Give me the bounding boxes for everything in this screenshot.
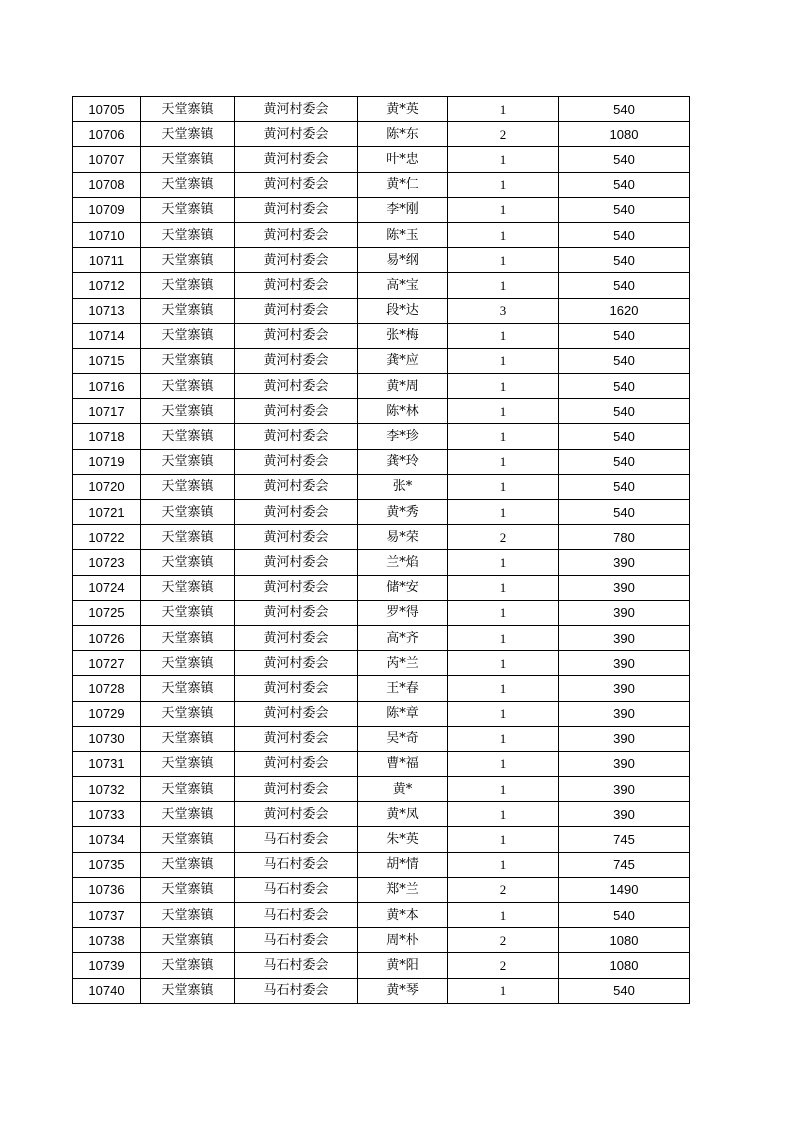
cell-count: 1 <box>448 273 559 298</box>
table-row <box>73 298 690 323</box>
cell-id: 10723 <box>73 550 141 575</box>
cell-village: 黄河村委会 <box>235 525 358 550</box>
cell-village: 黄河村委会 <box>235 122 358 147</box>
table-row <box>73 222 690 247</box>
cell-amount: 390 <box>559 625 690 650</box>
cell-count: 1 <box>448 374 559 399</box>
cell-town: 天堂寨镇 <box>141 122 235 147</box>
cell-village: 马石村委会 <box>235 827 358 852</box>
cell-id: 10714 <box>73 323 141 348</box>
cell-amount: 540 <box>559 978 690 1003</box>
cell-village: 黄河村委会 <box>235 751 358 776</box>
cell-count: 1 <box>448 323 559 348</box>
cell-village: 马石村委会 <box>235 852 358 877</box>
cell-count: 1 <box>448 97 559 122</box>
cell-town: 天堂寨镇 <box>141 777 235 802</box>
table-row <box>73 852 690 877</box>
cell-town: 天堂寨镇 <box>141 751 235 776</box>
cell-id: 10737 <box>73 903 141 928</box>
cell-town: 天堂寨镇 <box>141 172 235 197</box>
cell-town: 天堂寨镇 <box>141 449 235 474</box>
cell-count: 1 <box>448 424 559 449</box>
cell-name: 储*安 <box>358 575 448 600</box>
cell-id: 10724 <box>73 575 141 600</box>
cell-amount: 540 <box>559 147 690 172</box>
cell-town: 天堂寨镇 <box>141 978 235 1003</box>
cell-town: 天堂寨镇 <box>141 852 235 877</box>
cell-id: 10728 <box>73 676 141 701</box>
cell-village: 黄河村委会 <box>235 777 358 802</box>
cell-amount: 540 <box>559 399 690 424</box>
cell-amount: 390 <box>559 701 690 726</box>
table-row <box>73 903 690 928</box>
cell-name: 段*达 <box>358 298 448 323</box>
cell-town: 天堂寨镇 <box>141 550 235 575</box>
cell-village: 黄河村委会 <box>235 248 358 273</box>
cell-count: 1 <box>448 348 559 373</box>
table-row <box>73 928 690 953</box>
table-row <box>73 97 690 122</box>
cell-amount: 390 <box>559 651 690 676</box>
cell-town: 天堂寨镇 <box>141 525 235 550</box>
cell-amount: 390 <box>559 550 690 575</box>
table-row <box>73 575 690 600</box>
cell-name: 易*荣 <box>358 525 448 550</box>
cell-village: 马石村委会 <box>235 953 358 978</box>
cell-name: 黄*本 <box>358 903 448 928</box>
cell-village: 黄河村委会 <box>235 97 358 122</box>
cell-town: 天堂寨镇 <box>141 147 235 172</box>
cell-amount: 390 <box>559 751 690 776</box>
cell-village: 黄河村委会 <box>235 298 358 323</box>
cell-village: 黄河村委会 <box>235 550 358 575</box>
cell-id: 10718 <box>73 424 141 449</box>
cell-name: 王*春 <box>358 676 448 701</box>
cell-village: 黄河村委会 <box>235 474 358 499</box>
cell-count: 2 <box>448 953 559 978</box>
cell-town: 天堂寨镇 <box>141 625 235 650</box>
cell-name: 叶*忠 <box>358 147 448 172</box>
cell-name: 李*刚 <box>358 197 448 222</box>
cell-village: 黄河村委会 <box>235 600 358 625</box>
cell-town: 天堂寨镇 <box>141 298 235 323</box>
table-row <box>73 651 690 676</box>
cell-amount: 540 <box>559 273 690 298</box>
cell-village: 马石村委会 <box>235 928 358 953</box>
cell-amount: 390 <box>559 676 690 701</box>
cell-amount: 1620 <box>559 298 690 323</box>
cell-amount: 540 <box>559 500 690 525</box>
cell-count: 1 <box>448 222 559 247</box>
cell-id: 10738 <box>73 928 141 953</box>
table-row <box>73 248 690 273</box>
cell-count: 1 <box>448 751 559 776</box>
cell-count: 1 <box>448 701 559 726</box>
cell-amount: 540 <box>559 424 690 449</box>
cell-town: 天堂寨镇 <box>141 726 235 751</box>
cell-town: 天堂寨镇 <box>141 802 235 827</box>
table-row <box>73 777 690 802</box>
cell-name: 兰*焰 <box>358 550 448 575</box>
cell-amount: 540 <box>559 172 690 197</box>
cell-id: 10719 <box>73 449 141 474</box>
cell-name: 吴*奇 <box>358 726 448 751</box>
cell-id: 10732 <box>73 777 141 802</box>
cell-count: 1 <box>448 449 559 474</box>
cell-amount: 1080 <box>559 928 690 953</box>
cell-town: 天堂寨镇 <box>141 701 235 726</box>
cell-amount: 540 <box>559 449 690 474</box>
table-row <box>73 953 690 978</box>
cell-amount: 390 <box>559 726 690 751</box>
cell-amount: 540 <box>559 903 690 928</box>
cell-id: 10707 <box>73 147 141 172</box>
cell-id: 10715 <box>73 348 141 373</box>
cell-id: 10726 <box>73 625 141 650</box>
cell-village: 黄河村委会 <box>235 399 358 424</box>
cell-town: 天堂寨镇 <box>141 500 235 525</box>
cell-id: 10735 <box>73 852 141 877</box>
cell-amount: 745 <box>559 852 690 877</box>
table-row <box>73 802 690 827</box>
cell-count: 1 <box>448 474 559 499</box>
cell-village: 马石村委会 <box>235 877 358 902</box>
cell-count: 1 <box>448 726 559 751</box>
cell-name: 陈*东 <box>358 122 448 147</box>
cell-id: 10730 <box>73 726 141 751</box>
cell-village: 黄河村委会 <box>235 172 358 197</box>
cell-amount: 390 <box>559 600 690 625</box>
cell-count: 1 <box>448 600 559 625</box>
table-row <box>73 676 690 701</box>
cell-town: 天堂寨镇 <box>141 928 235 953</box>
cell-village: 黄河村委会 <box>235 374 358 399</box>
cell-count: 1 <box>448 625 559 650</box>
cell-name: 黄*英 <box>358 97 448 122</box>
cell-count: 2 <box>448 525 559 550</box>
cell-village: 黄河村委会 <box>235 147 358 172</box>
cell-amount: 390 <box>559 777 690 802</box>
cell-count: 1 <box>448 197 559 222</box>
cell-id: 10727 <box>73 651 141 676</box>
cell-count: 1 <box>448 248 559 273</box>
cell-town: 天堂寨镇 <box>141 399 235 424</box>
cell-id: 10713 <box>73 298 141 323</box>
cell-name: 朱*英 <box>358 827 448 852</box>
table-row <box>73 827 690 852</box>
cell-name: 龚*玲 <box>358 449 448 474</box>
cell-village: 黄河村委会 <box>235 424 358 449</box>
cell-count: 1 <box>448 172 559 197</box>
cell-name: 陈*章 <box>358 701 448 726</box>
table-row <box>73 323 690 348</box>
cell-id: 10739 <box>73 953 141 978</box>
cell-town: 天堂寨镇 <box>141 424 235 449</box>
cell-name: 黄* <box>358 777 448 802</box>
cell-amount: 745 <box>559 827 690 852</box>
cell-id: 10722 <box>73 525 141 550</box>
cell-id: 10709 <box>73 197 141 222</box>
cell-town: 天堂寨镇 <box>141 903 235 928</box>
cell-id: 10711 <box>73 248 141 273</box>
cell-count: 1 <box>448 575 559 600</box>
cell-town: 天堂寨镇 <box>141 877 235 902</box>
cell-id: 10708 <box>73 172 141 197</box>
table-row <box>73 374 690 399</box>
cell-count: 2 <box>448 877 559 902</box>
cell-id: 10717 <box>73 399 141 424</box>
cell-village: 黄河村委会 <box>235 575 358 600</box>
cell-name: 张* <box>358 474 448 499</box>
cell-name: 胡*情 <box>358 852 448 877</box>
cell-amount: 540 <box>559 97 690 122</box>
cell-amount: 540 <box>559 197 690 222</box>
cell-village: 黄河村委会 <box>235 449 358 474</box>
cell-amount: 1490 <box>559 877 690 902</box>
cell-count: 1 <box>448 399 559 424</box>
table-row <box>73 525 690 550</box>
cell-amount: 1080 <box>559 953 690 978</box>
cell-id: 10712 <box>73 273 141 298</box>
cell-village: 马石村委会 <box>235 903 358 928</box>
cell-count: 1 <box>448 903 559 928</box>
cell-village: 黄河村委会 <box>235 273 358 298</box>
cell-id: 10736 <box>73 877 141 902</box>
table-row <box>73 877 690 902</box>
cell-town: 天堂寨镇 <box>141 651 235 676</box>
table-row <box>73 474 690 499</box>
table-row <box>73 348 690 373</box>
table-row <box>73 625 690 650</box>
cell-town: 天堂寨镇 <box>141 248 235 273</box>
cell-amount: 540 <box>559 374 690 399</box>
table-row <box>73 449 690 474</box>
cell-town: 天堂寨镇 <box>141 97 235 122</box>
cell-count: 1 <box>448 777 559 802</box>
cell-town: 天堂寨镇 <box>141 197 235 222</box>
cell-town: 天堂寨镇 <box>141 374 235 399</box>
cell-town: 天堂寨镇 <box>141 474 235 499</box>
cell-amount: 540 <box>559 323 690 348</box>
cell-village: 黄河村委会 <box>235 676 358 701</box>
cell-count: 3 <box>448 298 559 323</box>
cell-name: 黄*秀 <box>358 500 448 525</box>
cell-amount: 540 <box>559 348 690 373</box>
cell-count: 1 <box>448 802 559 827</box>
cell-name: 李*珍 <box>358 424 448 449</box>
table-row <box>73 550 690 575</box>
cell-town: 天堂寨镇 <box>141 600 235 625</box>
cell-name: 郑*兰 <box>358 877 448 902</box>
cell-name: 黄*凤 <box>358 802 448 827</box>
cell-name: 龚*应 <box>358 348 448 373</box>
table-row <box>73 147 690 172</box>
cell-amount: 540 <box>559 474 690 499</box>
cell-id: 10710 <box>73 222 141 247</box>
cell-town: 天堂寨镇 <box>141 575 235 600</box>
cell-id: 10733 <box>73 802 141 827</box>
cell-village: 黄河村委会 <box>235 222 358 247</box>
cell-name: 罗*得 <box>358 600 448 625</box>
cell-id: 10740 <box>73 978 141 1003</box>
cell-id: 10725 <box>73 600 141 625</box>
cell-name: 高*宝 <box>358 273 448 298</box>
cell-name: 陈*林 <box>358 399 448 424</box>
table-row <box>73 500 690 525</box>
cell-village: 黄河村委会 <box>235 348 358 373</box>
cell-count: 2 <box>448 122 559 147</box>
cell-count: 1 <box>448 500 559 525</box>
cell-name: 张*梅 <box>358 323 448 348</box>
table-row <box>73 122 690 147</box>
cell-name: 黄*仁 <box>358 172 448 197</box>
cell-name: 易*纲 <box>358 248 448 273</box>
cell-id: 10706 <box>73 122 141 147</box>
table-row <box>73 273 690 298</box>
cell-count: 2 <box>448 928 559 953</box>
cell-village: 黄河村委会 <box>235 323 358 348</box>
cell-id: 10731 <box>73 751 141 776</box>
data-table <box>72 96 690 1004</box>
cell-town: 天堂寨镇 <box>141 323 235 348</box>
cell-id: 10729 <box>73 701 141 726</box>
cell-name: 黄*阳 <box>358 953 448 978</box>
cell-count: 1 <box>448 147 559 172</box>
cell-town: 天堂寨镇 <box>141 273 235 298</box>
table-row <box>73 701 690 726</box>
cell-amount: 390 <box>559 802 690 827</box>
cell-count: 1 <box>448 978 559 1003</box>
cell-name: 曹*福 <box>358 751 448 776</box>
cell-village: 黄河村委会 <box>235 802 358 827</box>
table-row <box>73 399 690 424</box>
cell-village: 黄河村委会 <box>235 625 358 650</box>
cell-count: 1 <box>448 550 559 575</box>
cell-village: 黄河村委会 <box>235 726 358 751</box>
cell-id: 10721 <box>73 500 141 525</box>
cell-town: 天堂寨镇 <box>141 348 235 373</box>
cell-name: 陈*玉 <box>358 222 448 247</box>
cell-name: 芮*兰 <box>358 651 448 676</box>
cell-town: 天堂寨镇 <box>141 676 235 701</box>
cell-town: 天堂寨镇 <box>141 222 235 247</box>
cell-amount: 540 <box>559 248 690 273</box>
table-row <box>73 726 690 751</box>
table-row <box>73 751 690 776</box>
cell-count: 1 <box>448 852 559 877</box>
cell-name: 黄*周 <box>358 374 448 399</box>
cell-id: 10720 <box>73 474 141 499</box>
cell-id: 10734 <box>73 827 141 852</box>
table-row <box>73 172 690 197</box>
cell-village: 黄河村委会 <box>235 500 358 525</box>
cell-amount: 390 <box>559 575 690 600</box>
cell-amount: 780 <box>559 525 690 550</box>
table-row <box>73 197 690 222</box>
table-row <box>73 978 690 1003</box>
cell-village: 马石村委会 <box>235 978 358 1003</box>
cell-count: 1 <box>448 676 559 701</box>
cell-count: 1 <box>448 651 559 676</box>
cell-amount: 540 <box>559 222 690 247</box>
cell-amount: 1080 <box>559 122 690 147</box>
cell-id: 10705 <box>73 97 141 122</box>
table-body <box>73 97 690 1004</box>
cell-name: 高*齐 <box>358 625 448 650</box>
cell-count: 1 <box>448 827 559 852</box>
cell-id: 10716 <box>73 374 141 399</box>
table-row <box>73 424 690 449</box>
cell-name: 周*朴 <box>358 928 448 953</box>
cell-town: 天堂寨镇 <box>141 953 235 978</box>
cell-village: 黄河村委会 <box>235 701 358 726</box>
cell-name: 黄*琴 <box>358 978 448 1003</box>
cell-village: 黄河村委会 <box>235 197 358 222</box>
table-row <box>73 600 690 625</box>
cell-village: 黄河村委会 <box>235 651 358 676</box>
cell-town: 天堂寨镇 <box>141 827 235 852</box>
